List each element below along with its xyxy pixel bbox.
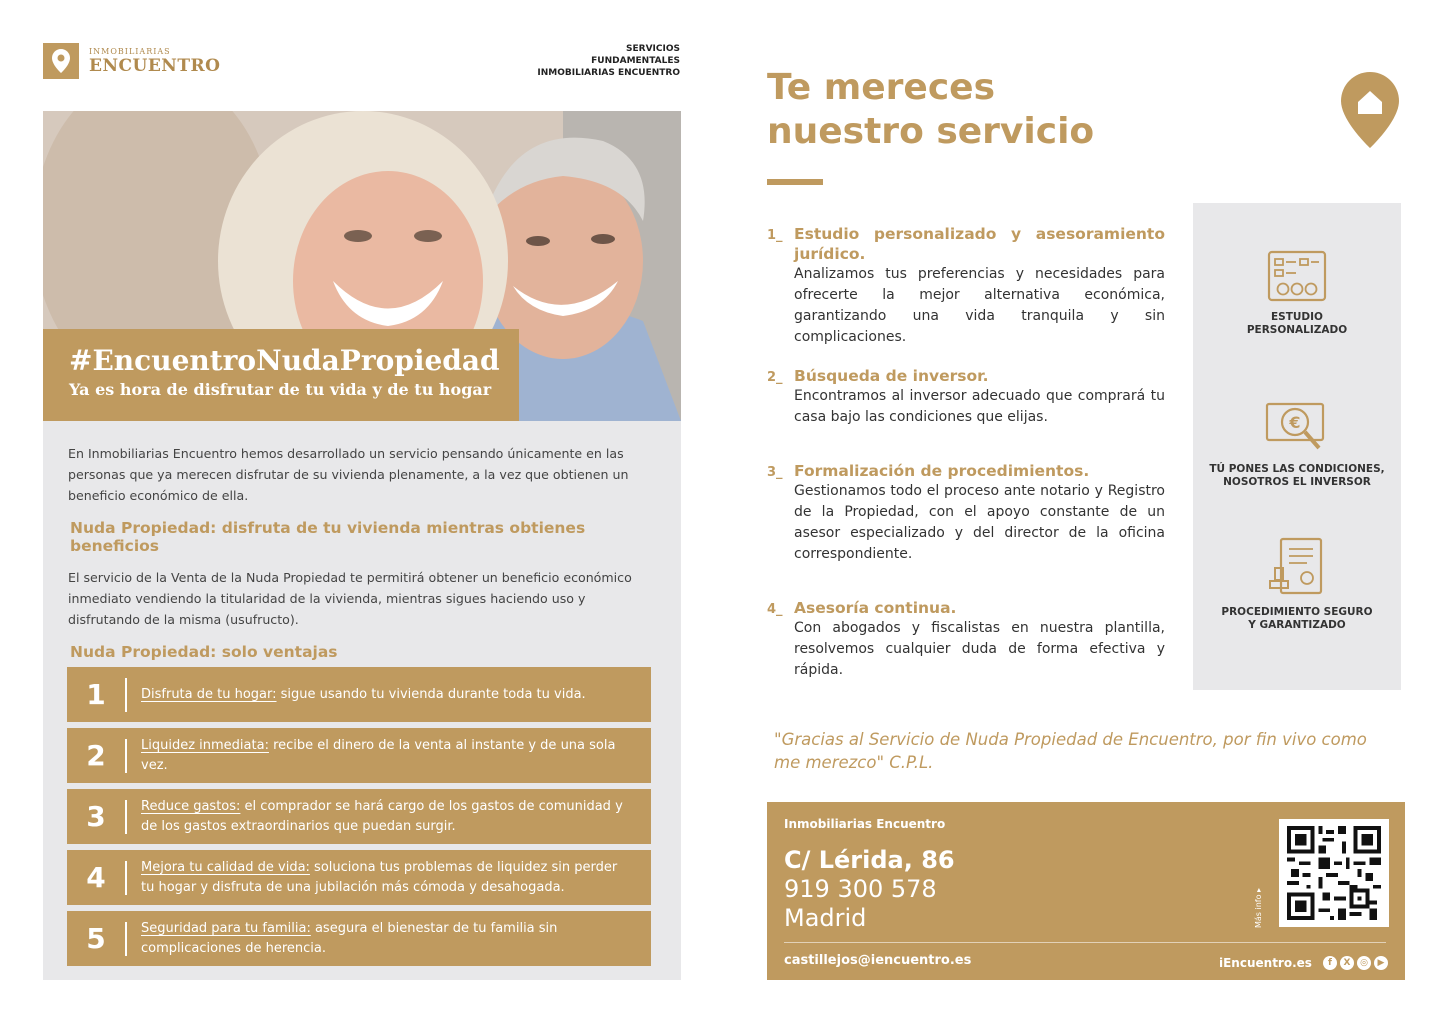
services-header-line: SERVICIOS xyxy=(626,44,680,54)
step-number: 4_ xyxy=(767,602,783,617)
advantage-number: 2 xyxy=(86,739,106,772)
services-header xyxy=(480,43,680,79)
checklist-icon xyxy=(1266,249,1328,303)
feature-label: PROCEDIMIENTO SEGURO xyxy=(1221,606,1373,618)
advantage-number: 5 xyxy=(86,922,106,955)
instagram-icon[interactable]: ◎ xyxy=(1357,956,1371,970)
hero-photo xyxy=(43,111,681,421)
step-description: Encontramos al inversor adecuado que comprará tu casa bajo las condiciones que elijas. xyxy=(794,388,1165,425)
left-content-panel xyxy=(43,421,681,980)
step-title: Estudio personalizado y asesoramiento jurídico. xyxy=(794,225,1165,263)
advantage-item xyxy=(67,789,651,844)
euro-magnifier-icon xyxy=(1264,399,1330,455)
step-number: 3_ xyxy=(767,465,783,480)
advantage-item xyxy=(67,911,651,966)
advantage-text: recibe el dinero de la venta al instante y de una sola vez. xyxy=(141,737,616,773)
advantage-text: soluciona tus problemas de liquidez sin perder tu hogar y disfruta de una jubilación más cómoda y desahogada. xyxy=(141,859,618,895)
divider xyxy=(125,800,127,834)
step-title: Formalización de procedimientos. xyxy=(794,462,1090,480)
advantage-item xyxy=(67,728,651,783)
advantage-key: Reduce gastos: xyxy=(141,798,241,814)
feature-label: PERSONALIZADO xyxy=(1246,324,1348,336)
advantage-number: 4 xyxy=(86,861,106,894)
advantage-key: Liquidez inmediata: xyxy=(141,737,269,753)
qr-code-icon xyxy=(1286,826,1382,920)
services-header-line: FUNDAMENTALES xyxy=(591,56,680,66)
feature-item xyxy=(1193,399,1401,489)
step-description: Analizamos tus preferencias y necesidades para ofrecerte la mejor alternativa económica, garantizando una vida tranquila y sin complicaciones. xyxy=(794,266,1165,345)
title-underline xyxy=(767,179,823,185)
advantage-item xyxy=(67,850,651,905)
hero-subtitle: Ya es hora de disfrutar de tu vida y de tu hogar xyxy=(69,380,492,399)
service-step xyxy=(767,224,1165,348)
step-description: Con abogados y fiscalistas en nuestra plantilla, resolvemos cualquier duda de forma efectiva y rápida. xyxy=(794,620,1165,678)
step-description: Gestionamos todo el proceso ante notario y Registro de la Propiedad, con el apoyo constante de un asesor especializado y del director de la oficina correspondiente. xyxy=(794,483,1165,562)
step-number: 1_ xyxy=(767,228,783,243)
hero-banner xyxy=(43,329,519,421)
feature-label: TÚ PONES LAS CONDICIONES, xyxy=(1209,463,1385,475)
section-heading-benefits: Nuda Propiedad: disfruta de tu vivienda mientras obtienes beneficios xyxy=(70,519,586,555)
facebook-icon[interactable]: f xyxy=(1323,956,1337,970)
service-step xyxy=(767,598,1165,681)
page-title-line: nuestro servicio xyxy=(767,111,1095,152)
contact-address: C/ Lérida, 86 xyxy=(784,846,955,874)
svg-text:€: € xyxy=(1289,413,1301,432)
advantage-text: asegura el bienestar de tu familia sin complicaciones de herencia. xyxy=(141,920,558,956)
home-pin-icon xyxy=(1341,72,1399,152)
website-link[interactable]: iEncuentro.es xyxy=(1219,956,1312,970)
page-title-line: Te mereces xyxy=(767,67,996,108)
advantage-text: sigue usando tu vivienda durante toda tu vida. xyxy=(276,686,586,702)
advantage-number: 1 xyxy=(86,678,106,711)
contact-card xyxy=(767,802,1405,980)
feature-label: NOSOTROS EL INVERSOR xyxy=(1223,476,1371,488)
services-header-line: INMOBILIARIAS ENCUENTRO xyxy=(537,68,680,78)
service-step xyxy=(767,461,1165,565)
contact-company: Inmobiliarias Encuentro xyxy=(784,817,946,831)
qr-code[interactable] xyxy=(1279,819,1389,927)
contact-city: Madrid xyxy=(784,904,867,932)
feature-item xyxy=(1193,536,1401,632)
brand-logo xyxy=(43,43,220,79)
divider xyxy=(784,942,1386,943)
logo-name: ENCUENTRO xyxy=(89,56,221,76)
advantage-number: 3 xyxy=(86,800,106,833)
more-info-label: Más info ▸ xyxy=(1254,887,1263,928)
advantage-item xyxy=(67,667,651,722)
contact-phone[interactable]: 919 300 578 xyxy=(784,875,937,903)
location-pin-icon xyxy=(43,43,79,79)
hero-title: #EncuentroNudaPropiedad xyxy=(69,344,500,377)
intro-paragraph: En Inmobiliarias Encuentro hemos desarrollado un servicio pensando únicamente en las personas que ya merecen disfrutar de su vivienda plenamente, a la vez que obtienen un beneficio económico de ella. xyxy=(68,446,629,503)
divider xyxy=(125,739,127,773)
youtube-icon[interactable]: ▶ xyxy=(1374,956,1388,970)
x-twitter-icon[interactable]: X xyxy=(1340,956,1354,970)
advantage-key: Disfruta de tu hogar: xyxy=(141,686,277,702)
advantage-key: Seguridad para tu familia: xyxy=(141,920,311,936)
social-links xyxy=(1323,956,1388,970)
step-number: 2_ xyxy=(767,370,783,385)
advantage-key: Mejora tu calidad de vida: xyxy=(141,859,310,875)
feature-label: ESTUDIO xyxy=(1271,311,1323,323)
logo-small-text: INMOBILIARIAS xyxy=(89,47,171,56)
testimonial-quote: "Gracias al Servicio de Nuda Propiedad de Encuentro, por fin vivo como me merezco" C.P.L. xyxy=(774,730,1367,772)
page-title xyxy=(767,66,1094,154)
step-title: Búsqueda de inversor. xyxy=(794,367,989,385)
stamp-document-icon xyxy=(1267,536,1327,598)
divider xyxy=(125,678,127,712)
contact-email-link[interactable]: castillejos@iencuentro.es xyxy=(784,953,972,968)
divider xyxy=(125,861,127,895)
section-heading-advantages: Nuda Propiedad: solo ventajas xyxy=(70,643,338,661)
step-title: Asesoría continua. xyxy=(794,599,957,617)
advantage-text: el comprador se hará cargo de los gastos de comunidad y de los gastos extraordinarios que puedan surgir. xyxy=(141,798,623,834)
features-sidebar xyxy=(1193,203,1401,690)
feature-item xyxy=(1193,249,1401,337)
nuda-propiedad-paragraph: El servicio de la Venta de la Nuda Propiedad te permitirá obtener un beneficio económico inmediato vendiendo la titularidad de la vivienda, mientras sigues haciendo uso y disfrutando de la misma (usufructo). xyxy=(68,570,632,627)
feature-label: Y GARANTIZADO xyxy=(1248,619,1346,631)
divider xyxy=(125,922,127,956)
service-step xyxy=(767,366,1165,428)
